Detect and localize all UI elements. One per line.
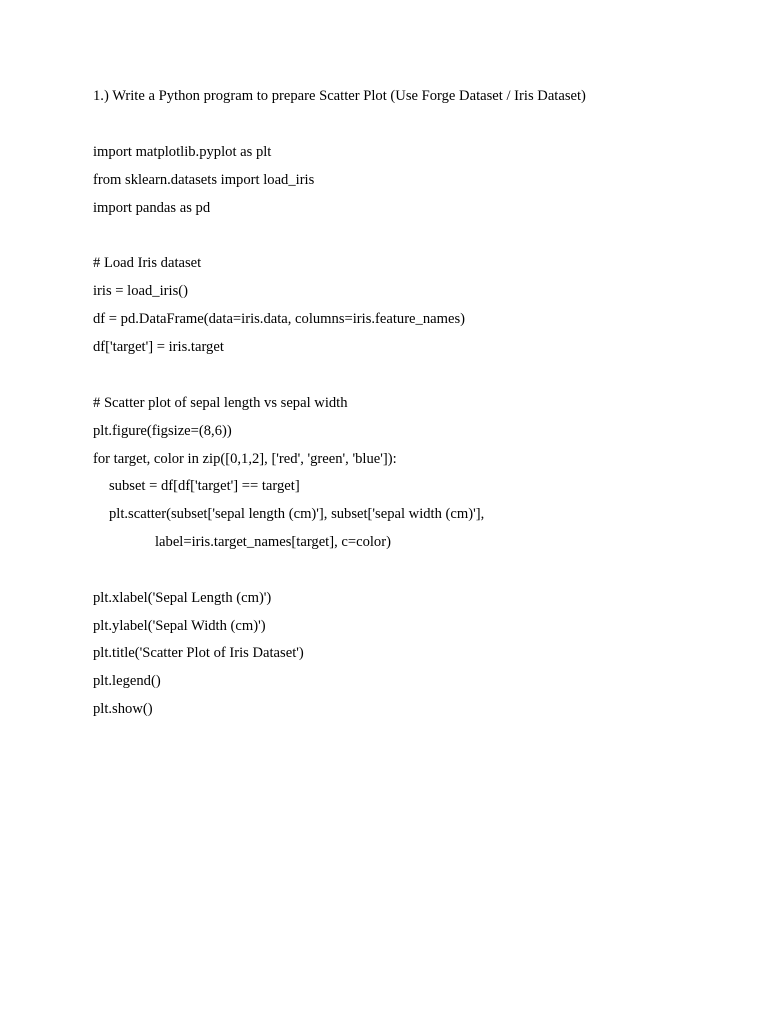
question-heading: 1.) Write a Python program to prepare Scatter Plot (Use Forge Dataset / Iris Dataset) xyxy=(93,88,586,104)
code-line-title: plt.title('Scatter Plot of Iris Dataset') xyxy=(93,645,304,661)
code-line-import-pandas: import pandas as pd xyxy=(93,200,211,216)
code-comment-scatter: # Scatter plot of sepal length vs sepal width xyxy=(93,395,348,411)
code-line-for-loop: for target, color in zip([0,1,2], ['red', 'green', 'blue']): xyxy=(93,451,397,467)
code-line-ylabel: plt.ylabel('Sepal Width (cm)') xyxy=(93,618,266,634)
code-line-import-load-iris: from sklearn.datasets import load_iris xyxy=(93,172,315,188)
code-line-scatter: plt.scatter(subset['sepal length (cm)'], subset['sepal width (cm)'], xyxy=(109,506,485,522)
code-line-import-matplotlib: import matplotlib.pyplot as plt xyxy=(93,144,272,160)
code-line-dataframe: df = pd.DataFrame(data=iris.data, columns=iris.feature_names) xyxy=(93,311,465,327)
code-line-show: plt.show() xyxy=(93,701,153,717)
code-line-figure: plt.figure(figsize=(8,6)) xyxy=(93,423,232,439)
code-comment-load: # Load Iris dataset xyxy=(93,255,202,271)
code-line-subset: subset = df[df['target'] == target] xyxy=(109,478,300,494)
code-line-target: df['target'] = iris.target xyxy=(93,339,224,355)
code-line-legend: plt.legend() xyxy=(93,673,161,689)
code-line-load-iris: iris = load_iris() xyxy=(93,283,188,299)
code-line-xlabel: plt.xlabel('Sepal Length (cm)') xyxy=(93,590,272,606)
code-line-scatter-args: label=iris.target_names[target], c=color) xyxy=(155,534,391,550)
